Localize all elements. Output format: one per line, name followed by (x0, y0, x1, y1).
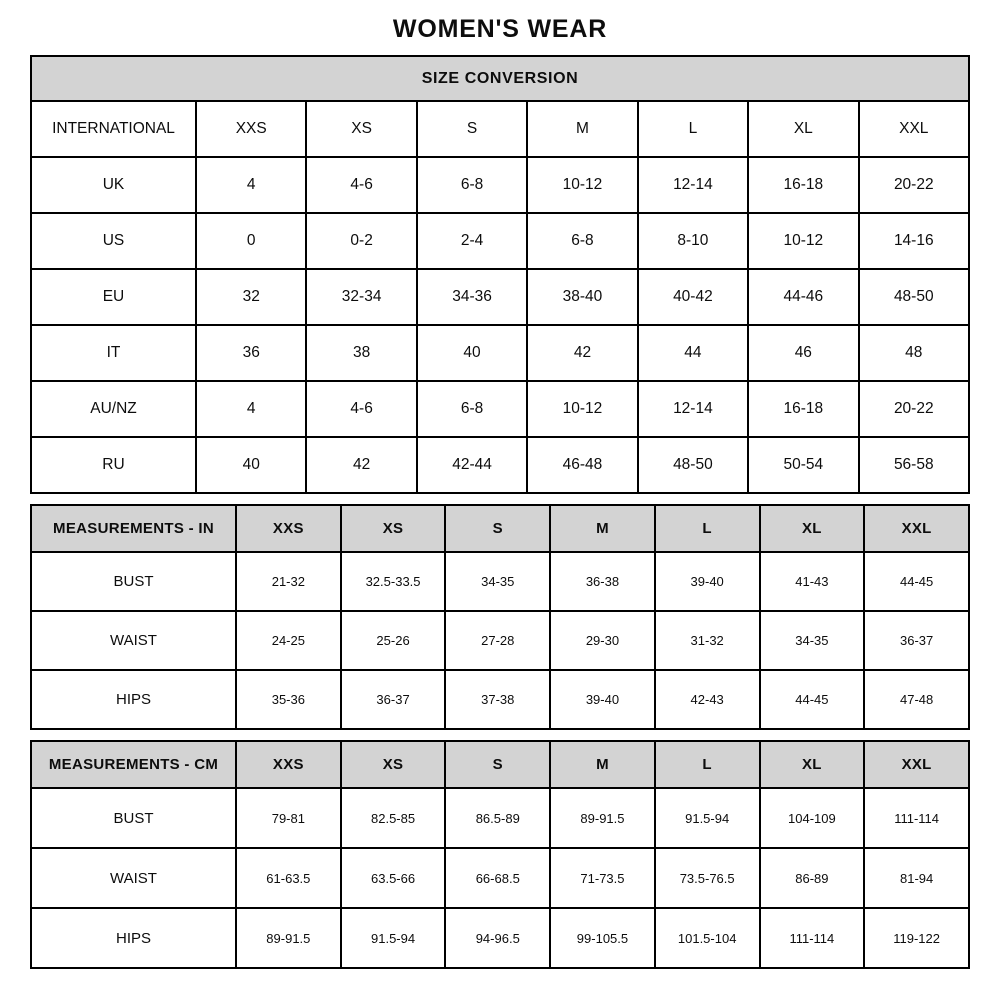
value-cell: 99-105.5 (550, 908, 655, 968)
value-cell: 4-6 (306, 381, 416, 437)
value-cell: 91.5-94 (655, 788, 760, 848)
table-row (31, 611, 969, 670)
row-label-cell: IT (31, 325, 196, 381)
value-cell: 104-109 (760, 788, 865, 848)
value-cell: 34-35 (760, 611, 865, 670)
column-header-cell: XXL (864, 741, 969, 788)
measurements-in-table (30, 504, 970, 730)
value-cell: 24-25 (236, 611, 341, 670)
column-header-cell: XL (748, 101, 858, 157)
column-header-cell: XXS (236, 741, 341, 788)
column-header-cell: M (550, 741, 655, 788)
value-cell: 35-36 (236, 670, 341, 729)
value-cell: 38 (306, 325, 416, 381)
column-header-cell: S (445, 505, 550, 552)
value-cell: 36-37 (864, 611, 969, 670)
value-cell: 25-26 (341, 611, 446, 670)
value-cell: 42-44 (417, 437, 527, 493)
value-cell: 4 (196, 381, 306, 437)
value-cell: 20-22 (859, 157, 969, 213)
value-cell: 40-42 (638, 269, 748, 325)
table-row (31, 670, 969, 729)
column-header-cell: M (527, 101, 637, 157)
value-cell: 101.5-104 (655, 908, 760, 968)
value-cell: 29-30 (550, 611, 655, 670)
column-header-cell: L (655, 741, 760, 788)
table-title: SIZE CONVERSION (31, 56, 969, 101)
value-cell: 89-91.5 (236, 908, 341, 968)
page-title: WOMEN'S WEAR (392, 15, 608, 43)
value-cell: 12-14 (638, 381, 748, 437)
column-header-cell: XXS (236, 505, 341, 552)
column-header-cell: XL (760, 741, 865, 788)
value-cell: 20-22 (859, 381, 969, 437)
table-title-row (31, 56, 969, 101)
value-cell: 27-28 (445, 611, 550, 670)
column-header-cell: S (445, 741, 550, 788)
value-cell: 12-14 (638, 157, 748, 213)
row-label-cell: EU (31, 269, 196, 325)
column-header-cell: L (655, 505, 760, 552)
value-cell: 36-38 (550, 552, 655, 611)
column-header-cell: XS (341, 741, 446, 788)
column-header-cell: S (417, 101, 527, 157)
column-header-cell: L (638, 101, 748, 157)
value-cell: 44 (638, 325, 748, 381)
column-header-cell: XS (306, 101, 416, 157)
value-cell: 4 (196, 157, 306, 213)
column-header-row (31, 101, 969, 157)
value-cell: 44-45 (760, 670, 865, 729)
value-cell: 91.5-94 (341, 908, 446, 968)
row-label-cell: UK (31, 157, 196, 213)
row-label-cell: RU (31, 437, 196, 493)
value-cell: 71-73.5 (550, 848, 655, 908)
row-label-cell: HIPS (31, 908, 236, 968)
value-cell: 2-4 (417, 213, 527, 269)
row-label-cell: HIPS (31, 670, 236, 729)
value-cell: 86.5-89 (445, 788, 550, 848)
value-cell: 32-34 (306, 269, 416, 325)
value-cell: 16-18 (748, 381, 858, 437)
value-cell: 89-91.5 (550, 788, 655, 848)
column-header-cell: XS (341, 505, 446, 552)
value-cell: 10-12 (748, 213, 858, 269)
value-cell: 39-40 (655, 552, 760, 611)
value-cell: 31-32 (655, 611, 760, 670)
value-cell: 37-38 (445, 670, 550, 729)
value-cell: 0-2 (306, 213, 416, 269)
size-conversion-table (30, 55, 970, 494)
row-label-cell: AU/NZ (31, 381, 196, 437)
column-header-row (31, 505, 969, 552)
table-row (31, 437, 969, 493)
measurements-cm-table (30, 740, 970, 969)
value-cell: 44-46 (748, 269, 858, 325)
tables-host (30, 55, 970, 969)
table-row (31, 157, 969, 213)
value-cell: 4-6 (306, 157, 416, 213)
value-cell: 46-48 (527, 437, 637, 493)
value-cell: 16-18 (748, 157, 858, 213)
value-cell: 8-10 (638, 213, 748, 269)
value-cell: 34-35 (445, 552, 550, 611)
value-cell: 94-96.5 (445, 908, 550, 968)
value-cell: 44-45 (864, 552, 969, 611)
value-cell: 41-43 (760, 552, 865, 611)
value-cell: 10-12 (527, 157, 637, 213)
table-row (31, 848, 969, 908)
value-cell: 73.5-76.5 (655, 848, 760, 908)
value-cell: 82.5-85 (341, 788, 446, 848)
value-cell: 14-16 (859, 213, 969, 269)
row-header-label: MEASUREMENTS - CM (31, 741, 236, 788)
value-cell: 32 (196, 269, 306, 325)
value-cell: 61-63.5 (236, 848, 341, 908)
value-cell: 38-40 (527, 269, 637, 325)
table-row (31, 788, 969, 848)
table-row (31, 908, 969, 968)
row-header-label: INTERNATIONAL (31, 101, 196, 157)
value-cell: 42-43 (655, 670, 760, 729)
value-cell: 10-12 (527, 381, 637, 437)
value-cell: 6-8 (417, 157, 527, 213)
value-cell: 36 (196, 325, 306, 381)
column-header-cell: M (550, 505, 655, 552)
value-cell: 111-114 (760, 908, 865, 968)
value-cell: 21-32 (236, 552, 341, 611)
row-header-label: MEASUREMENTS - IN (31, 505, 236, 552)
value-cell: 32.5-33.5 (341, 552, 446, 611)
value-cell: 40 (196, 437, 306, 493)
value-cell: 81-94 (864, 848, 969, 908)
value-cell: 50-54 (748, 437, 858, 493)
value-cell: 6-8 (527, 213, 637, 269)
value-cell: 46 (748, 325, 858, 381)
table-row (31, 213, 969, 269)
value-cell: 42 (306, 437, 416, 493)
value-cell: 79-81 (236, 788, 341, 848)
column-header-row (31, 741, 969, 788)
value-cell: 6-8 (417, 381, 527, 437)
value-cell: 42 (527, 325, 637, 381)
value-cell: 39-40 (550, 670, 655, 729)
column-header-cell: XXS (196, 101, 306, 157)
value-cell: 48-50 (638, 437, 748, 493)
column-header-cell: XXL (859, 101, 969, 157)
value-cell: 111-114 (864, 788, 969, 848)
row-label-cell: US (31, 213, 196, 269)
value-cell: 119-122 (864, 908, 969, 968)
value-cell: 47-48 (864, 670, 969, 729)
value-cell: 48-50 (859, 269, 969, 325)
row-label-cell: BUST (31, 552, 236, 611)
value-cell: 63.5-66 (341, 848, 446, 908)
value-cell: 56-58 (859, 437, 969, 493)
value-cell: 36-37 (341, 670, 446, 729)
value-cell: 66-68.5 (445, 848, 550, 908)
table-row (31, 381, 969, 437)
column-header-cell: XXL (864, 505, 969, 552)
value-cell: 86-89 (760, 848, 865, 908)
row-label-cell: BUST (31, 788, 236, 848)
value-cell: 0 (196, 213, 306, 269)
row-label-cell: WAIST (31, 611, 236, 670)
value-cell: 40 (417, 325, 527, 381)
table-row (31, 552, 969, 611)
column-header-cell: XL (760, 505, 865, 552)
table-row (31, 325, 969, 381)
value-cell: 48 (859, 325, 969, 381)
row-label-cell: WAIST (31, 848, 236, 908)
value-cell: 34-36 (417, 269, 527, 325)
table-row (31, 269, 969, 325)
